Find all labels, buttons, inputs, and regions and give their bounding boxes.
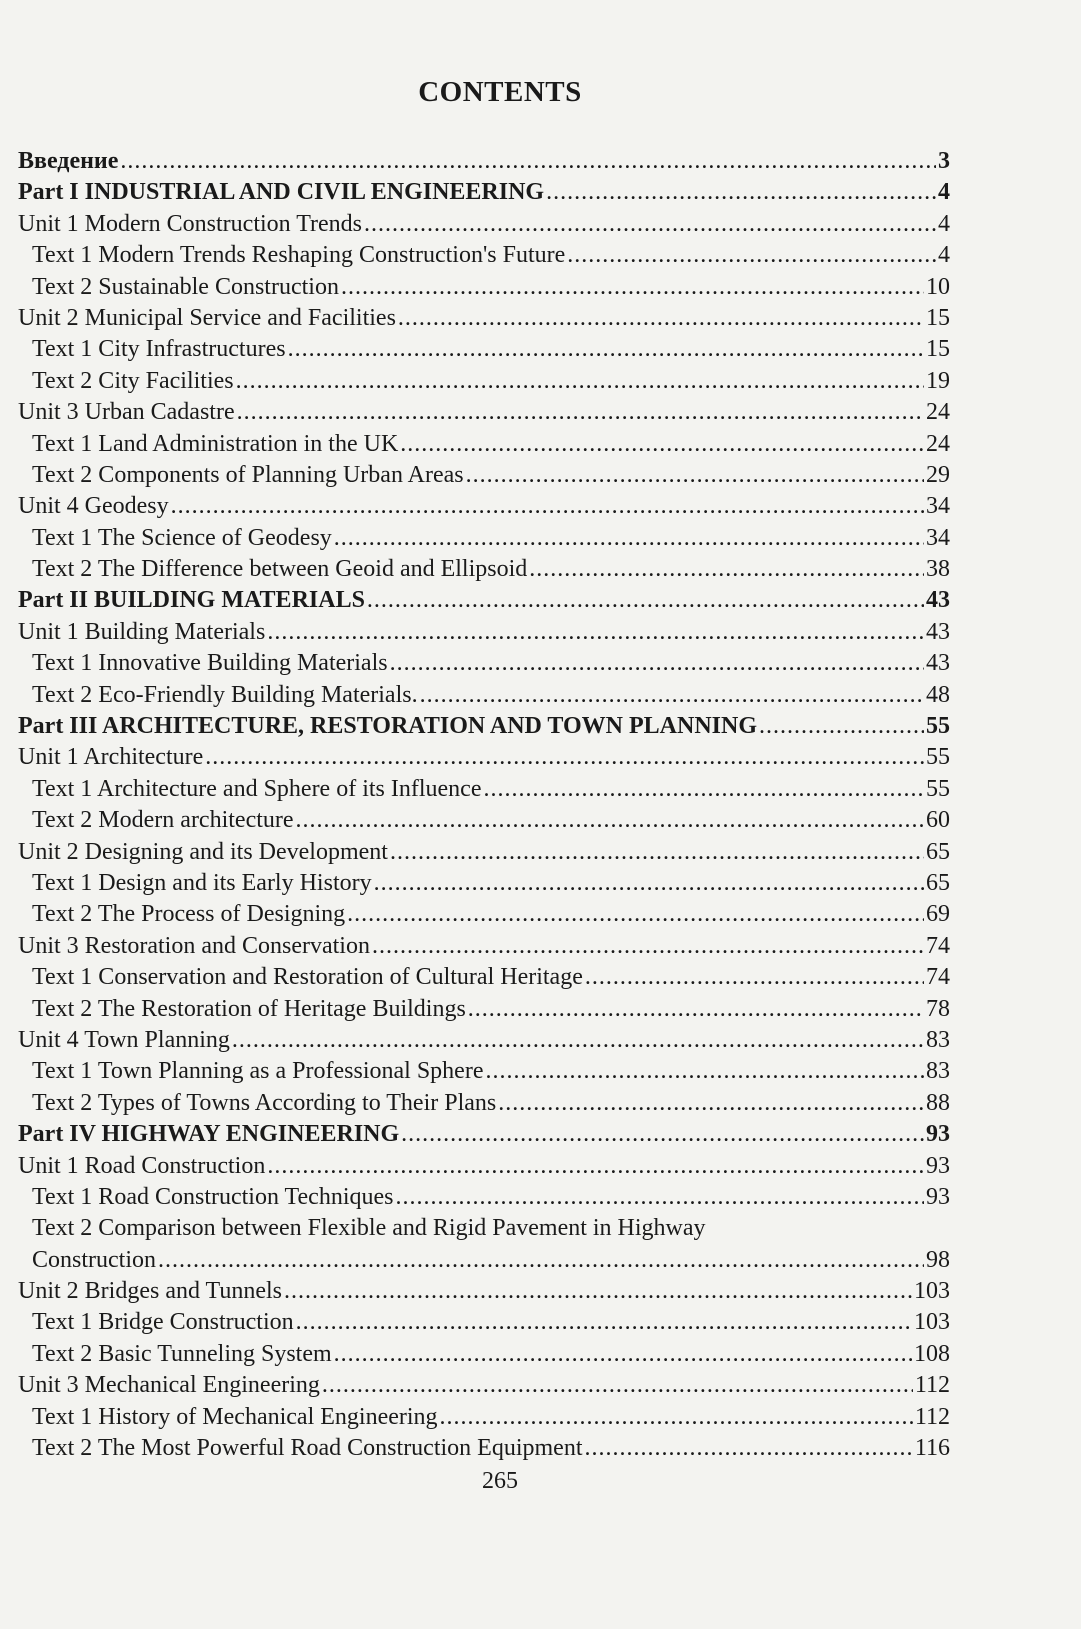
- toc-entry-label: Text 2 City Facilities: [32, 367, 234, 394]
- toc-entry: [18, 1370, 950, 1401]
- toc-entry: [18, 1213, 950, 1244]
- toc-entry: [18, 1119, 950, 1150]
- toc-leader-dots: [468, 994, 924, 1025]
- toc-entry-page: 98: [926, 1246, 950, 1273]
- toc-entry: [18, 209, 950, 240]
- toc-entry-page: 55: [926, 713, 950, 740]
- toc-leader-dots: [284, 1276, 912, 1307]
- toc-entry-page: 108: [914, 1340, 950, 1367]
- toc-entry: [18, 680, 950, 711]
- toc-leader-dots: [374, 868, 924, 899]
- toc-entry-label: Text 1 Land Administration in the UK: [32, 430, 399, 457]
- toc-entry: [18, 648, 950, 679]
- page-number: 265: [482, 1468, 518, 1494]
- toc-entry-label: Unit 1 Modern Construction Trends: [18, 210, 363, 237]
- toc-entry-page: 103: [914, 1278, 950, 1305]
- toc-entry-label: Unit 2 Municipal Service and Facilities: [18, 304, 396, 331]
- toc-entry-label: Text 1 Modern Trends Reshaping Construction's Future: [32, 242, 566, 269]
- toc-leader-dots: [236, 366, 924, 397]
- toc-entry-label: Text 2 Types of Towns According to Their Plans: [32, 1089, 497, 1116]
- toc-entry-label: Text 1 Innovative Building Materials: [32, 650, 388, 677]
- toc-entry-label: Text 2 The Difference between Geoid and Ellipsoid: [32, 556, 528, 583]
- toc-entry-label: Text 1 Bridge Construction: [32, 1309, 294, 1336]
- toc-leader-dots: [585, 962, 924, 993]
- toc-entry: [18, 1025, 950, 1056]
- toc-entry-label: Text 2 The Restoration of Heritage Buildings: [32, 995, 466, 1022]
- toc-entry-label: Text 1 The Science of Geodesy: [32, 524, 332, 551]
- toc-entry: [18, 1307, 950, 1338]
- toc-leader-dots: [546, 177, 936, 208]
- toc-entry-label: Text 1 Design and its Early History: [32, 869, 372, 896]
- toc-entry-page: 4: [938, 242, 950, 269]
- toc-entry-page: 83: [926, 1026, 950, 1053]
- toc-leader-dots: [372, 931, 924, 962]
- toc-entry: [18, 1245, 950, 1276]
- toc-leader-dots: [483, 774, 924, 805]
- toc-entry-page: 43: [926, 618, 950, 645]
- toc-entry-label: Unit 4 Town Planning: [18, 1026, 230, 1053]
- toc-leader-dots: [466, 460, 924, 491]
- toc-entry: [18, 994, 950, 1025]
- toc-entry: [18, 240, 950, 271]
- toc-leader-dots: [296, 805, 924, 836]
- toc-entry-page: 15: [926, 336, 950, 363]
- toc-entry-label: Unit 1 Building Materials: [18, 618, 266, 645]
- toc-entry: [18, 962, 950, 993]
- toc-entry: [18, 146, 950, 177]
- toc-entry-label: Unit 2 Bridges and Tunnels: [18, 1278, 283, 1305]
- toc-leader-dots: [567, 240, 936, 271]
- toc-entry-label: Construction: [32, 1246, 156, 1273]
- toc-entry: [18, 523, 950, 554]
- toc-entry: [18, 429, 950, 460]
- toc-entry-label: Text 1 History of Mechanical Engineering: [32, 1403, 438, 1430]
- toc-entry-page: 88: [926, 1089, 950, 1116]
- toc-leader-dots: [267, 1151, 924, 1182]
- toc-entry-label: Text 2 Eco-Friendly Building Materials.: [32, 681, 418, 708]
- toc-entry: [18, 899, 950, 930]
- toc-entry-page: 74: [926, 964, 950, 991]
- toc-entry: [18, 303, 950, 334]
- toc-leader-dots: [341, 272, 924, 303]
- toc-entry: [18, 585, 950, 616]
- toc-entry-page: 55: [926, 775, 950, 802]
- toc-entry: [18, 1151, 950, 1182]
- toc-entry-page: 24: [926, 399, 950, 426]
- toc-leader-dots: [334, 1339, 912, 1370]
- table-of-contents: [18, 146, 950, 1464]
- toc-entry-page: 69: [926, 901, 950, 928]
- toc-entry: [18, 460, 950, 491]
- toc-entry-page: 29: [926, 461, 950, 488]
- toc-leader-dots: [529, 554, 924, 585]
- toc-entry-page: 74: [926, 932, 950, 959]
- toc-entry-page: 3: [938, 148, 950, 174]
- toc-entry: [18, 177, 950, 208]
- toc-entry: [18, 1339, 950, 1370]
- toc-leader-dots: [288, 334, 924, 365]
- page-title: CONTENTS: [418, 76, 582, 108]
- toc-leader-dots: [120, 146, 936, 177]
- toc-entry-page: 83: [926, 1058, 950, 1085]
- toc-entry: [18, 1433, 950, 1464]
- toc-entry: [18, 397, 950, 428]
- toc-entry: [18, 931, 950, 962]
- toc-entry-label: Unit 2 Designing and its Development: [18, 838, 388, 865]
- toc-leader-dots: [498, 1088, 924, 1119]
- toc-entry-label: Text 1 City Infrastructures: [32, 336, 286, 363]
- toc-entry-label: Text 2 Comparison between Flexible and Rigid Pavement in Highway: [32, 1215, 706, 1242]
- toc-entry-page: 43: [926, 587, 950, 614]
- toc-leader-dots: [390, 648, 924, 679]
- toc-entry-page: 103: [914, 1309, 950, 1336]
- toc-leader-dots: [232, 1025, 924, 1056]
- toc-entry-label: Text 1 Architecture and Sphere of its Influence: [32, 775, 482, 802]
- toc-leader-dots: [585, 1433, 913, 1464]
- toc-entry-page: 24: [926, 430, 950, 457]
- toc-entry-page: 34: [926, 524, 950, 551]
- toc-leader-dots: [395, 1182, 924, 1213]
- toc-entry-label: Unit 1 Road Construction: [18, 1152, 266, 1179]
- toc-entry: [18, 711, 950, 742]
- toc-entry-label: Unit 3 Mechanical Engineering: [18, 1372, 320, 1399]
- toc-entry: [18, 617, 950, 648]
- toc-entry-label: Text 2 Modern architecture: [32, 807, 294, 834]
- toc-entry-page: 19: [926, 367, 950, 394]
- toc-entry: [18, 1088, 950, 1119]
- toc-leader-dots: [158, 1245, 924, 1276]
- toc-leader-dots: [347, 899, 924, 930]
- toc-entry-page: 112: [914, 1403, 950, 1430]
- toc-entry-label: Part II BUILDING MATERIALS: [18, 587, 365, 614]
- toc-entry-label: Text 1 Town Planning as a Professional Sphere: [32, 1058, 484, 1085]
- toc-entry-page: 78: [926, 995, 950, 1022]
- toc-leader-dots: [759, 711, 924, 742]
- toc-leader-dots: [237, 397, 924, 428]
- toc-entry-label: Text 2 Sustainable Construction: [32, 273, 339, 300]
- toc-entry-page: 65: [926, 869, 950, 896]
- toc-leader-dots: [364, 209, 936, 240]
- toc-entry-page: 93: [926, 1152, 950, 1179]
- toc-entry-page: 4: [938, 210, 950, 237]
- toc-entry-page: 60: [926, 807, 950, 834]
- toc-entry-label: Part I INDUSTRIAL AND CIVIL ENGINEERING: [18, 179, 545, 206]
- toc-leader-dots: [420, 680, 924, 711]
- toc-leader-dots: [171, 491, 924, 522]
- toc-entry: [18, 366, 950, 397]
- toc-leader-dots: [267, 617, 924, 648]
- toc-entry: [18, 742, 950, 773]
- toc-entry-page: 116: [914, 1435, 950, 1462]
- toc-entry-page: 55: [926, 744, 950, 771]
- toc-leader-dots: [400, 429, 924, 460]
- toc-entry-page: 10: [926, 273, 950, 300]
- toc-entry: [18, 774, 950, 805]
- toc-entry-page: 93: [926, 1183, 950, 1210]
- toc-entry-label: Text 2 Basic Tunneling System: [32, 1340, 332, 1367]
- toc-leader-dots: [205, 742, 924, 773]
- toc-entry-page: 48: [926, 681, 950, 708]
- toc-entry-page: 4: [938, 179, 950, 206]
- toc-entry: [18, 805, 950, 836]
- toc-entry: [18, 272, 950, 303]
- toc-leader-dots: [334, 523, 924, 554]
- toc-entry-label: Text 2 The Most Powerful Road Construction Equipment: [32, 1435, 583, 1462]
- toc-leader-dots: [296, 1307, 912, 1338]
- toc-leader-dots: [440, 1402, 913, 1433]
- toc-leader-dots: [398, 303, 924, 334]
- toc-leader-dots: [367, 585, 924, 616]
- toc-leader-dots: [485, 1056, 924, 1087]
- toc-entry: [18, 334, 950, 365]
- toc-entry: [18, 554, 950, 585]
- toc-entry-label: Text 2 The Process of Designing: [32, 901, 346, 928]
- toc-entry: [18, 837, 950, 868]
- toc-entry-label: Unit 1 Architecture: [18, 744, 204, 771]
- toc-entry: [18, 1402, 950, 1433]
- toc-entry-label: Unit 3 Urban Cadastre: [18, 399, 235, 426]
- toc-entry-label: Text 1 Conservation and Restoration of Cultural Heritage: [32, 964, 583, 991]
- toc-entry: [18, 868, 950, 899]
- toc-entry-page: 34: [926, 493, 950, 520]
- toc-entry-label: Unit 3 Restoration and Conservation: [18, 932, 370, 959]
- toc-entry-label: Part IV HIGHWAY ENGINEERING: [18, 1121, 400, 1148]
- toc-entry: [18, 1182, 950, 1213]
- toc-entry-label: Unit 4 Geodesy: [18, 493, 169, 520]
- toc-entry-page: 112: [914, 1372, 950, 1399]
- toc-entry: [18, 491, 950, 522]
- toc-entry-label: Text 1 Road Construction Techniques: [32, 1183, 394, 1210]
- toc-entry-label: Part III ARCHITECTURE, RESTORATION AND TOWN PLANNING: [18, 713, 758, 740]
- toc-leader-dots: [322, 1370, 913, 1401]
- toc-entry: [18, 1276, 950, 1307]
- toc-entry-page: 43: [926, 650, 950, 677]
- toc-entry-page: 38: [926, 556, 950, 583]
- toc-entry-label: Text 2 Components of Planning Urban Areas: [32, 461, 464, 488]
- toc-leader-dots: [390, 837, 924, 868]
- toc-entry-page: 65: [926, 838, 950, 865]
- toc-entry-page: 15: [926, 304, 950, 331]
- toc-entry-label: Введение: [18, 148, 119, 174]
- toc-entry-page: 93: [926, 1121, 950, 1148]
- toc-entry: [18, 1056, 950, 1087]
- toc-leader-dots: [401, 1119, 924, 1150]
